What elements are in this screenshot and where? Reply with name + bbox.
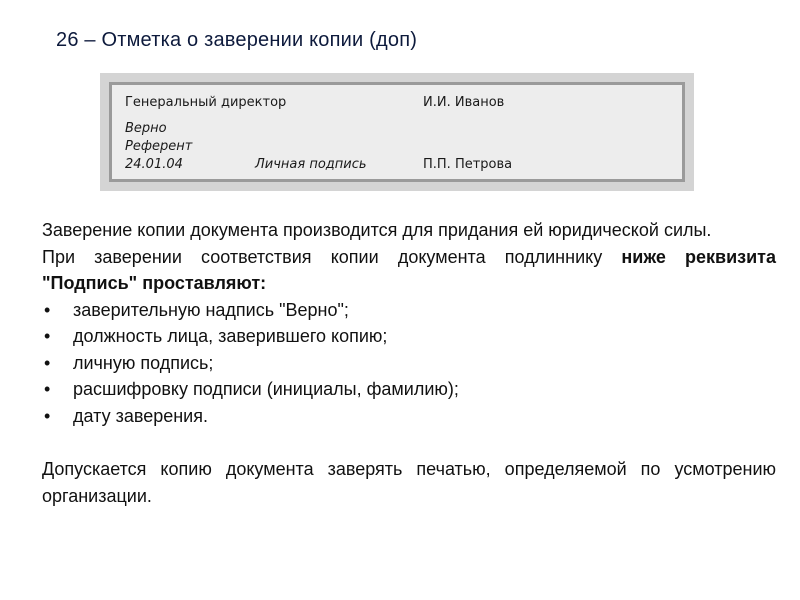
list-item — [42, 403, 776, 430]
list-item — [42, 376, 776, 403]
bullet-icon: • — [44, 352, 51, 373]
paragraph-seal-note: Допускается копию документа заверять печатью, определяемой по усмотрению организации. — [42, 459, 776, 506]
example-certification-date: 24.01.04 — [125, 157, 183, 172]
example-director-name: И.И. Иванов — [423, 95, 505, 110]
example-referent-position: Референт — [125, 139, 193, 154]
requisites-list — [42, 297, 776, 430]
paragraph-requisites-intro — [42, 244, 776, 297]
list-item-text: должность лица, заверившего копию; — [73, 326, 388, 346]
list-item — [42, 323, 776, 350]
certification-example-panel — [100, 73, 694, 191]
bullet-icon: • — [44, 379, 51, 399]
certification-example-document — [109, 82, 685, 182]
list-item-text: личную подпись; — [73, 352, 214, 373]
bullet-icon: • — [44, 405, 51, 426]
example-personal-signature: Личная подпись — [255, 157, 367, 172]
example-verno-mark: Верно — [125, 121, 167, 136]
example-director-title: Генеральный директор — [125, 95, 287, 110]
list-item-text: расшифровку подписи (инициалы, фамилию); — [73, 379, 459, 399]
list-item — [42, 297, 776, 324]
paragraph-requisites-intro-emphasis: ниже реквизита "Подпись" проставляют: — [42, 246, 777, 293]
list-item-text: дату заверения. — [73, 405, 208, 426]
list-item-text: заверительную надпись "Верно"; — [73, 299, 349, 320]
slide-title: 26 – Отметка о заверении копии (доп) — [56, 29, 418, 51]
body-text — [42, 217, 776, 509]
bullet-icon: • — [44, 299, 51, 320]
list-item — [42, 350, 776, 377]
bullet-icon: • — [44, 326, 51, 346]
example-signer-name: П.П. Петрова — [423, 157, 513, 172]
paragraph-requisites-intro-text: При заверении соответствия копии документа подлиннику — [42, 246, 622, 267]
paragraph-purpose: Заверение копии документа производится для придания ей юридической силы. — [42, 220, 712, 240]
